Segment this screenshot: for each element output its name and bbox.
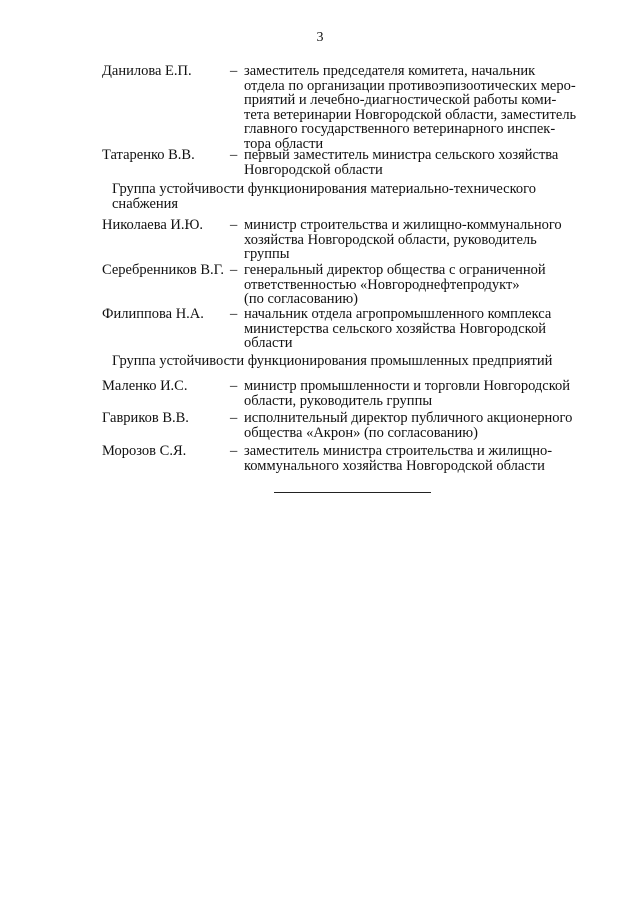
member-name: Татаренко В.В. [102,147,195,163]
position-line: группы [244,246,290,262]
position-line: Новгородской области [244,161,383,178]
position-line: общества «Акрон» (по согласованию) [244,424,478,441]
position-line: главного государственного ветеринарного инспек- [244,121,556,137]
group-heading-line: Группа устойчивости функционирования промышленных предприятий [112,353,553,369]
member-name: Николаева И.Ю. [102,217,204,233]
dash-separator: – [230,63,238,79]
member-position [244,64,594,151]
member-position [244,218,594,262]
member-position [244,148,594,177]
member-position [244,263,594,307]
position-line: области, руководитель группы [244,392,433,409]
position-line: тора области [244,135,324,152]
group-heading-logistics [112,182,536,211]
position-line: генеральный директор общества с ограниченной [244,262,546,278]
member-name: Маленко И.С. [102,378,188,394]
position-line: первый заместитель министра сельского хозяйства [244,147,559,163]
position-line: министр строительства и жилищно-коммунального [244,217,562,233]
position-line: тета ветеринарии Новгородской области, заместитель [244,106,577,123]
member-position [244,307,594,351]
group-heading-line: снабжения [112,195,179,212]
member-position [244,444,594,473]
group-heading-industry [112,354,552,369]
dash-separator: – [230,306,238,322]
dash-separator: – [230,217,238,233]
member-position [244,411,594,440]
group-heading-line: Группа устойчивости функционирования материально-технического [112,181,536,197]
position-line: министр промышленности и торговли Новгородской [244,378,571,394]
position-line: министерства сельского хозяйства Новгородской [244,320,546,337]
member-name: Филиппова Н.А. [102,306,204,322]
member-name: Морозов С.Я. [102,443,187,459]
position-line: заместитель министра строительства и жилищно- [244,443,553,459]
position-line: хозяйства Новгородской области, руководитель [244,231,537,248]
position-line: приятий и лечебно-диагностической работы коми- [244,92,557,108]
position-line: заместитель председателя комитета, начальник [244,63,536,79]
member-name: Гавриков В.В. [102,410,189,426]
position-line: исполнительный директор публичного акционерного [244,410,573,426]
member-name: Серебренников В.Г. [102,262,225,278]
member-position [244,379,594,408]
dash-separator: – [230,147,238,163]
position-line: коммунального хозяйства Новгородской области [244,457,545,474]
dash-separator: – [230,443,238,459]
position-line: начальник отдела агропромышленного комплекса [244,306,552,322]
page-number: 3 [316,30,324,45]
position-line: ответственностью «Новгороднефтепродукт» [244,276,520,293]
closing-rule [274,492,431,493]
dash-separator: – [230,378,238,394]
dash-separator: – [230,262,238,278]
position-line: области [244,335,293,351]
member-name: Данилова Е.П. [102,63,192,79]
position-line: (по согласованию) [244,291,358,307]
dash-separator: – [230,410,238,426]
position-line: отдела по организации противоэпизоотических меро- [244,77,576,94]
